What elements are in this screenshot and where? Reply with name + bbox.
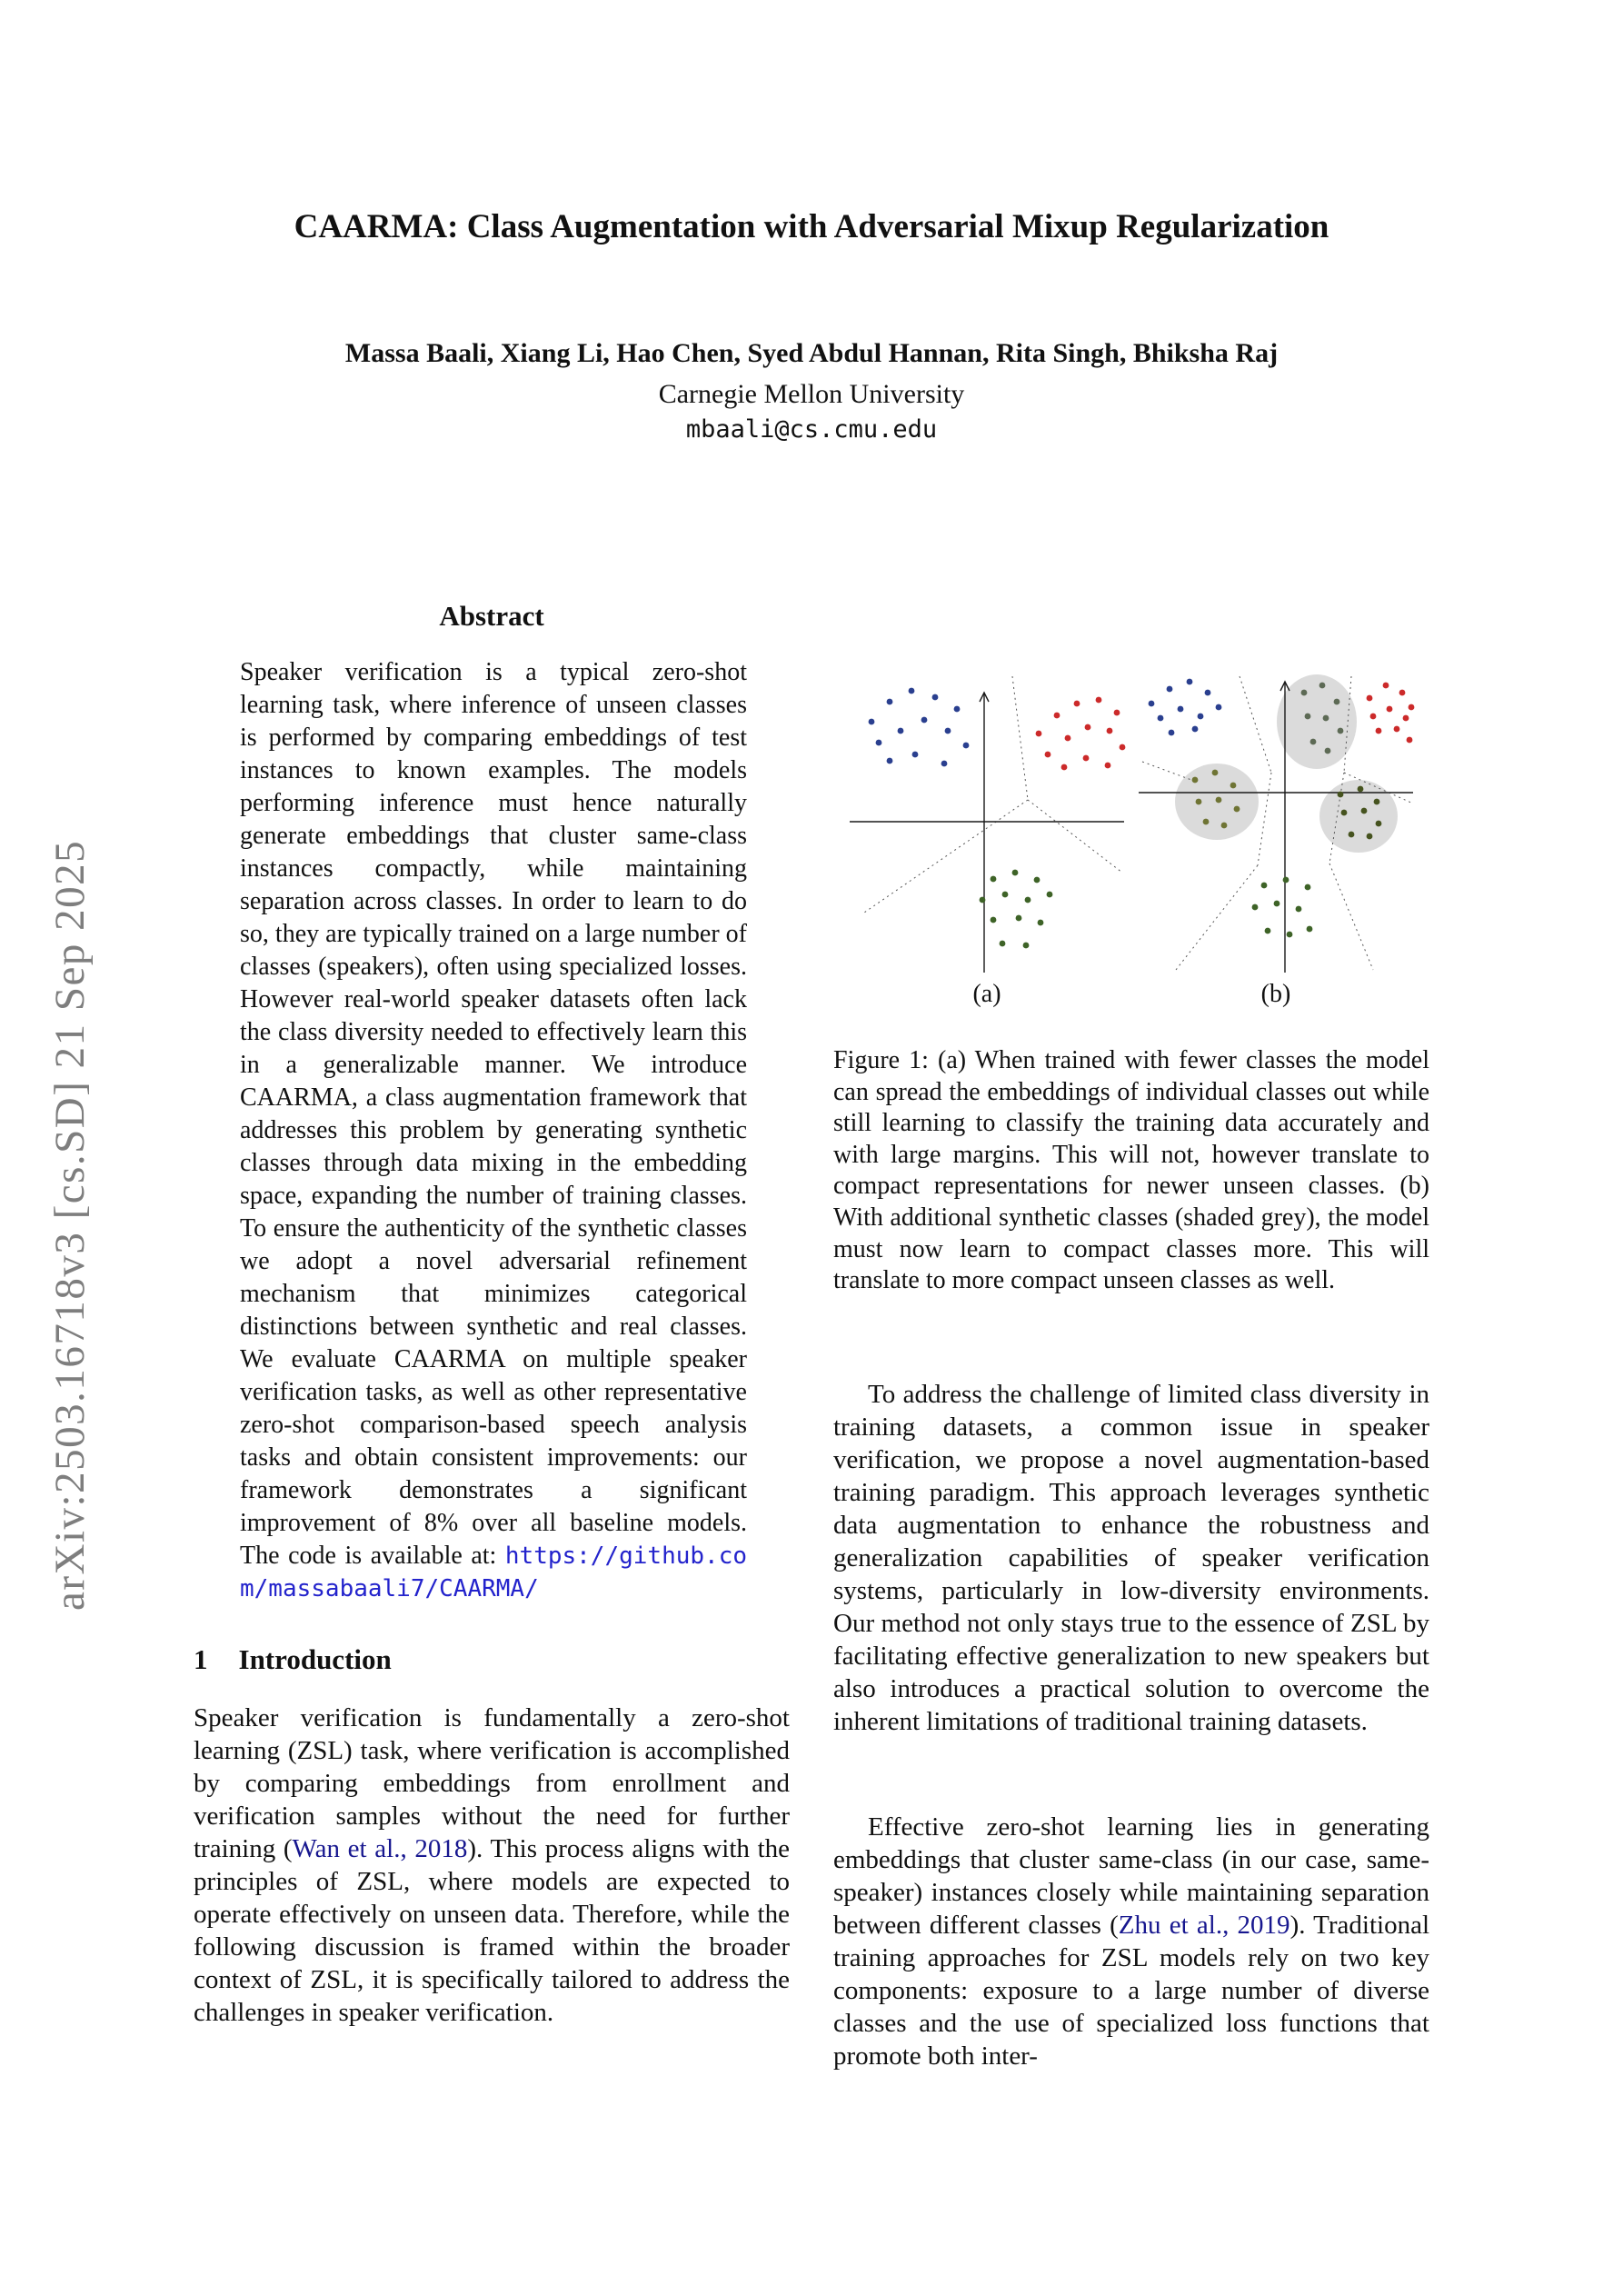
subfigure-a-label: (a) [972,980,1001,1008]
section-title: Introduction [238,1643,392,1675]
figure-1-caption: Figure 1: (a) When trained with fewer classes the model can spread the embeddings of individual classes out while still learning to classify the training data accurately and with large margins. This will not, however translate to compact representations for newer unseen classes. (b) With additional synthetic classes (shaded grey), the model must now learn to compact classes more. This will translate to more compact unseen classes as well. [833,1046,1429,1295]
subfigure-b-label: (b) [1260,980,1291,1008]
abstract-body-text: Speaker verification is a typical zero-shot learning task, where inference of unseen classes is performed by comparing embeddings of test instances to known examples. The models performing inference must hence naturally generate embeddings that cluster same-class instances compactly, while maintaining separation across classes. In order to learn to do so, they are typically trained on a large number of classes (speakers), often using specialized losses. However real-world speaker datasets often lack the class diversity needed to effectively learn this in a generalizable manner. We introduce CAARMA, a class augmentation framework that addresses this problem by generating synthetic classes through data mixing in the embedding space, expanding the number of training classes. To ensure the authenticity of the synthetic classes we adopt a novel adversarial refinement mechanism that minimizes categorical distinctions between synthetic and real classes. We evaluate CAARMA on multiple speaker verification tasks, as well as other representative zero-shot comparison-based speech analysis tasks and obtain consistent improvements: our framework demonstrates a significant improvement of 8% over all baseline models. The code is available at: [240,658,747,1570]
figure-1-sublabels [833,980,1429,1009]
p2-text-1: Effective zero-shot learning lies in generating embeddings that cluster same-class (in our case, same-speaker) instances closely while maintaining separation between different classes ( [833,1812,1429,1940]
intro-text-1: Speaker verification is fundamentally a zero-shot learning (ZSL) task, where verification is accomplished by comparing embeddings from enrollment and verification samples without the need for further training ( [194,1703,790,1863]
abstract-text [240,656,747,1605]
figure-1-scatter-plot-b [1135,665,1417,974]
section-1-heading [194,1643,790,1676]
section-number: 1 [194,1643,208,1675]
figure-1-plots [833,665,1429,974]
figure-1-scatter-plot-a [846,665,1128,974]
paragraph-address-challenge: To address the challenge of limited class diversity in training datasets, a common issue in speaker verification, we propose a novel augmentation-based training paradigm. This approach leverages synthetic data augmentation to enhance the robustness and generalization capabilities of speaker verification systems, particularly in low-diversity environments. Our method not only stays true to the essence of ZSL by facilitating effective generalization to new speakers but also introduces a practical solution to overcome the inherent limitations of traditional training datasets. [833,1380,1429,1736]
citation-zhu-2019[interactable]: Zhu et al., 2019 [1118,1911,1290,1940]
affiliation: Carnegie Mellon University [658,379,965,409]
abstract-heading: Abstract [439,600,544,632]
email-address: mbaali@cs.cmu.edu [685,415,938,444]
citation-wan-2018[interactable]: Wan et al., 2018 [292,1834,468,1863]
paragraph-effective-zsl [833,1811,1429,2072]
paper-title: CAARMA: Class Augmentation with Adversarial Mixup Regularization [294,208,1329,245]
intro-text-2: ). This process aligns with the principles of ZSL, where models are expected to operate effectively on unseen data. Therefore, while the following discussion is framed within the broader context of ZSL, it is specifically tailored to address the challenges in speaker verification. [194,1834,790,2027]
code-link[interactable]: https://github.com/massabaali7/CAARMA/ [240,1542,747,1602]
intro-paragraph [194,1702,790,2029]
authors-line: Massa Baali, Xiang Li, Hao Chen, Syed Abdul Hannan, Rita Singh, Bhiksha Raj [344,338,1279,368]
arxiv-watermark: arXiv:2503.16718v3 [cs.SD] 21 Sep 2025 [46,839,94,1611]
figure-1 [833,665,1429,1009]
p2-text-2: ). Traditional training approaches for ZSL models rely on two key components: exposure to a large number of diverse classes and the use of specialized loss functions that promote both inter- [833,1911,1429,2071]
